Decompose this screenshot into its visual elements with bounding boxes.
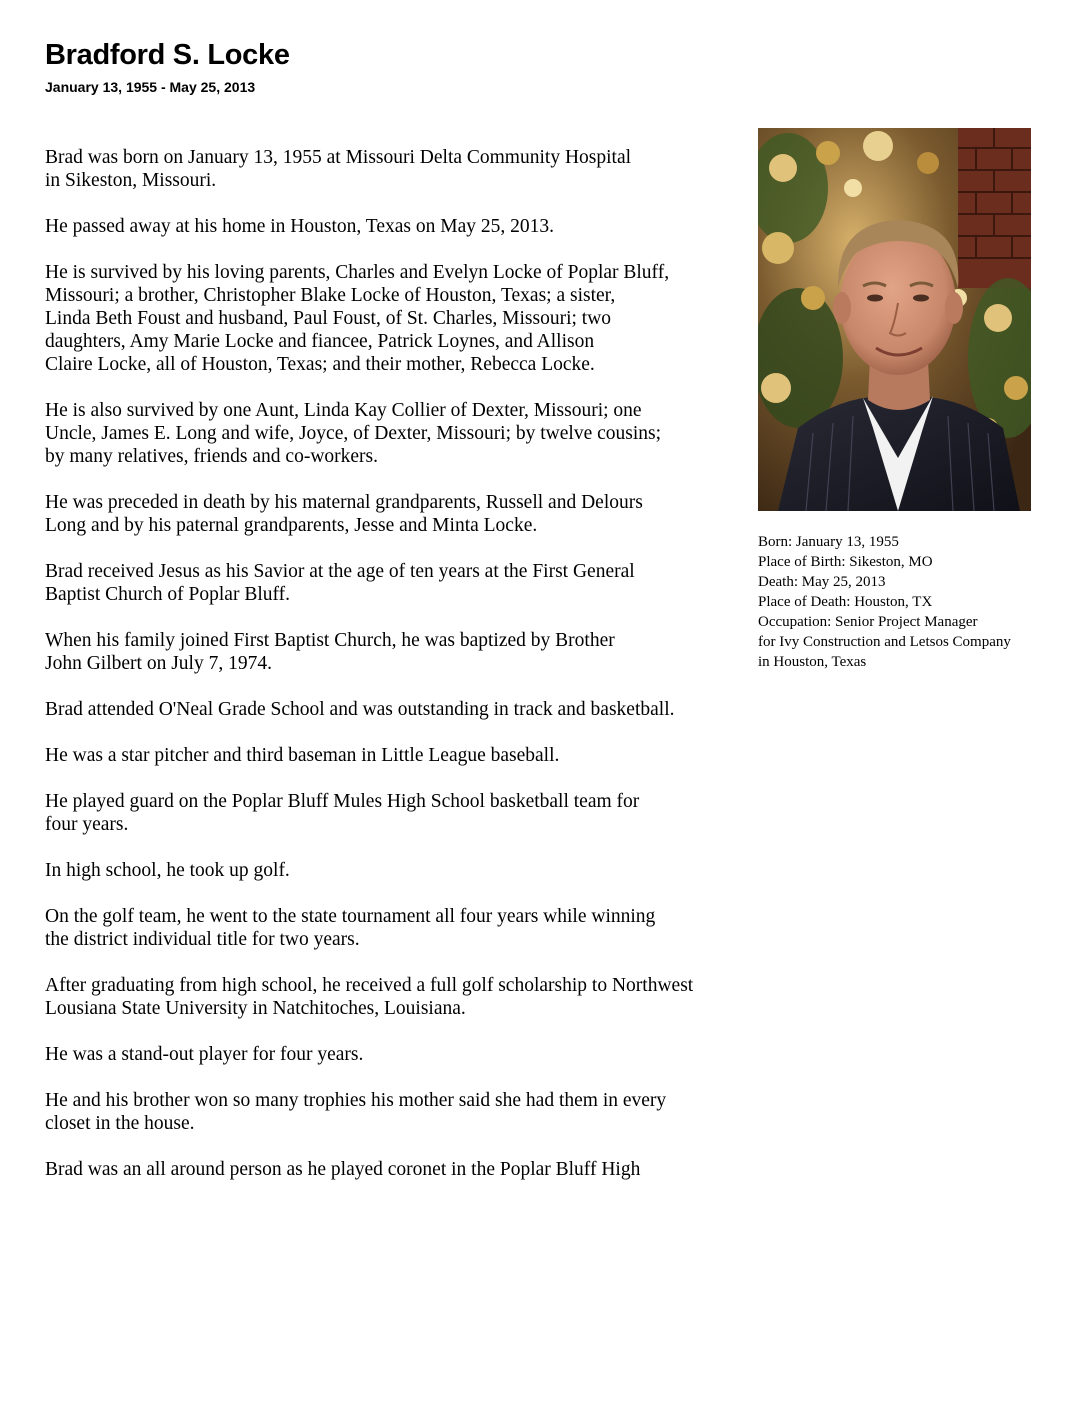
portrait-photo [758,128,1031,511]
fact-birthplace: Place of Birth: Sikeston, MO [758,554,933,570]
obituary-name: Bradford S. Locke [45,39,290,71]
paragraph-preceded: He was preceded in death by his maternal grandparents, Russell and Delours Long and by his paternal grandparents, Jesse and Minta Locke. [45,492,643,536]
paragraph-trophies: He and his brother won so many trophies his mother said she had them in every closet in the house. [45,1090,667,1134]
paragraph-survivors: He is survived by his loving parents, Charles and Evelyn Locke of Poplar Bluff, Missouri; a brother, Christopher Blake Locke of Houston, Texas; a sister, Linda Beth Foust and husband, Paul Foust, of St. Charles, Missouri; two daughters, Amy Marie Locke and fiancee, Patrick Loynes, and Allison Claire Locke, all of Houston, Texas; and their mother, Rebecca Locke. [45,262,670,375]
paragraph-college: He was a stand-out player for four years. [45,1044,364,1065]
paragraph-golf-team: On the golf team, he went to the state tournament all four years while winning the district individual title for two years. [45,906,656,950]
portrait-illustration [758,128,1031,511]
fact-occupation-location: in Houston, Texas [758,654,867,670]
paragraph-golf-start: In high school, he took up golf. [45,860,290,881]
life-dates: January 13, 1955 - May 25, 2013 [45,79,256,95]
paragraph-faith: Brad received Jesus as his Savior at the age of ten years at the First General Baptist Church of Poplar Bluff. [45,561,635,605]
paragraph-birth: Brad was born on January 13, 1955 at Missouri Delta Community Hospital in Sikeston, Missouri. [45,147,632,191]
paragraph-baptism: When his family joined First Baptist Church, he was baptized by Brother John Gilbert on July 7, 1974. [45,630,615,674]
fact-deathplace: Place of Death: Houston, TX [758,594,933,610]
paragraph-little-league: He was a star pitcher and third baseman in Little League baseball. [45,745,560,766]
life-facts [758,532,1078,672]
paragraph-grade-school: Brad attended O'Neal Grade School and was outstanding in track and basketball. [45,699,675,720]
paragraph-scholarship: After graduating from high school, he received a full golf scholarship to Northwest Lousiana State University in Natchitoches, Louisiana. [45,975,694,1019]
fact-born: Born: January 13, 1955 [758,534,899,550]
obituary-body [45,146,757,1204]
fact-death: Death: May 25, 2013 [758,574,886,590]
fact-occupation: Occupation: Senior Project Manager [758,614,978,630]
paragraph-extended-family: He is also survived by one Aunt, Linda Kay Collier of Dexter, Missouri; one Uncle, James E. Long and wife, Joyce, of Dexter, Missouri; by twelve cousins; by many relatives, friends and co-workers. [45,400,662,467]
paragraph-passing: He passed away at his home in Houston, Texas on May 25, 2013. [45,216,554,237]
fact-occupation-employer: for Ivy Construction and Letsos Company [758,634,1011,650]
paragraph-music: Brad was an all around person as he played coronet in the Poplar Bluff High [45,1159,641,1180]
paragraph-basketball: He played guard on the Poplar Bluff Mules High School basketball team for four years. [45,791,640,835]
